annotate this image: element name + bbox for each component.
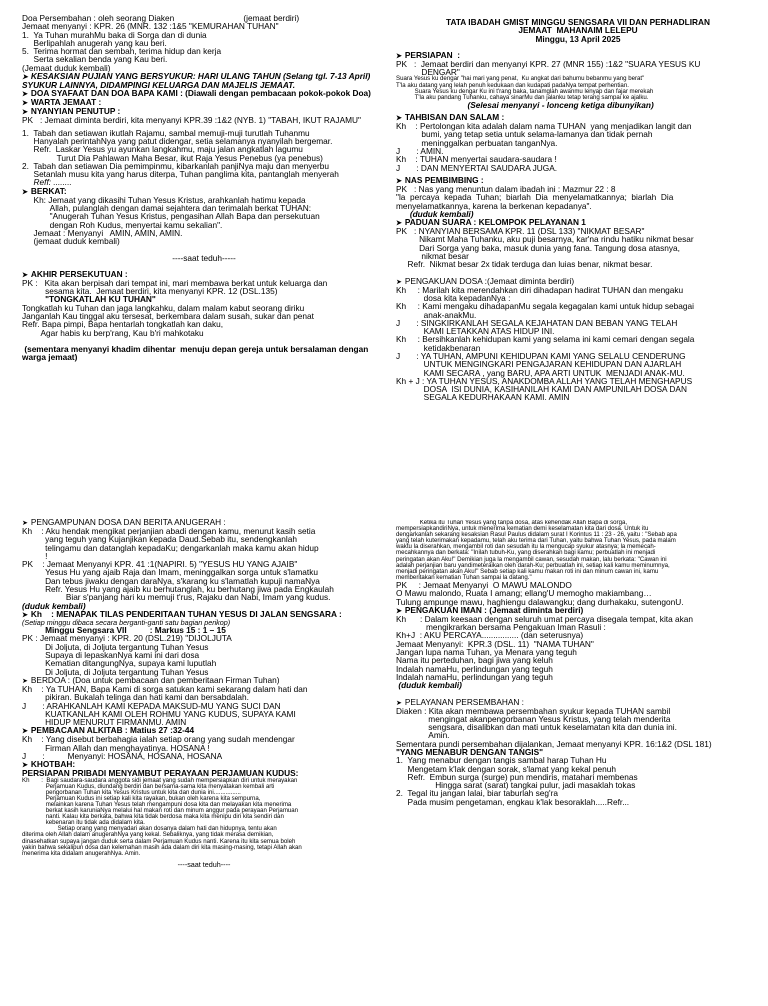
text-line: PK : NYANYIAN BERSAMA KPR. 11 (DSL 133) "NIKMAT BESAR" <box>396 226 645 237</box>
text-line: Suara Yesus ku dengar "hai mari yang penat, Ku angkat dari bahumu bebanmu yang berat" <box>396 75 645 83</box>
text-line: PERSIAPAN PRIBADI MENYAMBUT PERAYAAN PERJAMUAN KUDUS: <box>22 768 299 779</box>
text-line: pengorbanan Tuhan kita Yesus Kristus untuk kita dan dunia ini................ <box>22 788 241 796</box>
text-line: Dari Sorga yang baka, masuk dunia yang fana. Tangung dosa atasnya, <box>396 242 680 253</box>
text-line: sengsara, disalibkan dan mati untuk keselamatan kita dan dunia ini. <box>396 722 677 733</box>
text-line: Minggu Sengsara VII : Markus 15 : 1 – 15 <box>22 625 226 636</box>
text-line: (sementara menyanyi khadim dihentar menuju depan gereja untuk bersalaman dengan warga jemaat) <box>22 343 371 363</box>
text-line: J : AMIN. <box>396 146 444 157</box>
text-line: J : SINGKIRKANLAH SEGALA KEJAHATAN DAN BEBAN YANG TELAH <box>396 317 678 328</box>
text-line: dengarkanlah sekarang kesaksian Rasul Paulus didalam surat I Korintus 11 : 23 - 26, yaitu : "Sebab apa <box>396 531 677 539</box>
text-line: 2. Tabah dan setiawan Dia pemimpinmu, kibarkanlah panjiNya maju dan menyerbu <box>22 160 330 171</box>
text-line: ➤ PENGAKUAN DOSA :(Jemaat diminta berdiri) <box>396 277 760 286</box>
text-line: ➤ PEMBACAAN ALKITAB : Matius 27 :32-44 <box>22 726 386 735</box>
text-line: waktu la diserahkan, mengambil roti dan sesudah itu la mengucap syukur atasnya; la memecah- <box>396 543 656 551</box>
text-line: PK : Jemaat Menyanyi KPR. 41 :1(NAPIRI. 5) "YESUS HU YANG AJAIB" <box>22 559 298 570</box>
text-line: memberitakan kematian Tuhan sampai la datang." <box>396 573 532 581</box>
quadrant-top-left <box>22 14 386 484</box>
text-line: Refr. Bapa pimpi, Bapa hentarlah tongkatlah kan daku, <box>22 319 224 330</box>
text-line: Ketika itu Tuhan Yesus yang tanpa dosa, atas kehendak Allah Bapa di sorga, <box>396 520 628 526</box>
text-line: KAMI LETAKKAN ATAS HIDUP INI. <box>396 326 555 337</box>
text-line: (duduk kembali) <box>396 680 462 691</box>
text-line: "la percaya kepada Tuhan; biarlah Dia menyelamatkannya; biarlah Dia <box>396 192 674 203</box>
text-line: Jemaat : Menyanyi AMIN, AMIN, AMIN. <box>22 227 183 238</box>
text-line: dengan Roh Kudus, menyertai kamu sekalian". <box>22 219 223 230</box>
text-line: diterima oleh Allah dalam anugerahNya yang kekal. Sebaliknya, yang tidak merasa demikian, <box>22 831 274 839</box>
text-line: Hanyalah perintahNya yang patut didengar, setia selamanya nyanyilah bergemar. <box>22 135 333 146</box>
text-line: ➤ NYANYIAN PENUTUP : <box>22 107 386 116</box>
text-line: menyelamatkannya, karena la berkenan kepadanya". <box>396 200 592 211</box>
text-line: T'la aku pandang Tuhanku, cahaya sinarMu dan jalanku tetap terang sampai ke ajalku. <box>396 93 649 101</box>
text-line: ----saat teduh---- <box>177 859 231 869</box>
text-line: Di Joljuta, di Joljuta tergantung Tuhan Yesus <box>22 641 209 652</box>
text-line: Indalah namaHu, perlindungan yang teguh <box>396 671 553 682</box>
text-line: DENGAR" <box>396 67 460 78</box>
text-line: DOSA ISI DUNIA, KASIHANILAH KAMI DAN AMPUNILAH DOSA DAN <box>396 384 687 395</box>
text-line: adalah perjanjian baru yandimeteraikan oleh darah-Ku; perbuatlah ini, setiap kali kamu meminumnya, <box>396 561 670 569</box>
text-line: mempersiapkandiriNya, untuk menerima kematian demi keselamatan kita dari dosa. Untuk itu <box>396 525 649 533</box>
text-line: SEGALA KEDURHAKAAN KAMI. AMIN <box>396 392 570 403</box>
text-line: ➤ PELAYANAN PERSEMBAHAN : <box>396 698 760 707</box>
text-line: ➤ KESAKSIAN PUJIAN YANG BERSYUKUR: HARI ULANG TAHUN (Selang tgl. 7-13 April) SYUKUR LAINNYA, DIDAMPINGI KELUARGA DAN MAJELIS JEMAAT. <box>22 72 386 89</box>
text-line: Kh : TUHAN menyertai saudara-saudara ! <box>396 154 557 165</box>
text-line: Tongkatlah ku Tuhan dan jaga langkahku, dalam malam kabut seorang diriku <box>22 302 305 313</box>
text-line: 1. Ya Tuhan murahMu baka di Sorga dan di dunia <box>22 29 207 40</box>
text-line: Firman Allah dan menghayatinya. HOSANA ! <box>22 742 210 753</box>
text-line: Sementara pundi persembahan dijalankan, Jemaat menyanyi KPR. 16:1&2 (DSL 181) <box>396 738 712 749</box>
text-line: Kematian ditangungNya, supaya kami luputlah <box>22 658 217 669</box>
text-line: Kh+J : AKU PERCAYA................ (dan seterusnya) <box>396 630 584 641</box>
text-line: Diaken : Kita akan membawa persembahan syukur kepada TUHAN sambil <box>396 705 671 716</box>
text-line: berkat kasih karuniaNya melalui hal makan roti dan minum anggur pada perayaan Perjamuan <box>22 807 299 815</box>
text-line: Suara Yesus ku dengar Ku ini t'rang baka, tanamglah awanmu lenyap dan fajar merekah <box>396 87 654 95</box>
text-line: ➤ Kh : MENAPAK TILAS PENDERITAAN TUHAN YESUS DI JALAN SENGSARA : <box>22 610 386 619</box>
text-line: Kh : Pertolongan kita adalah dalam nama TUHAN yang menjadikan langit dan <box>396 121 692 132</box>
text-line: Refr. Nikmat besar 2x tidak terduga dan luias benar, nikmat besar. <box>396 259 653 270</box>
text-line: Kh: Jemaat yang dikasihi Tuhan Yesus Kristus, arahkanlah hatimu kepada <box>22 194 306 205</box>
text-line: mengikrarkan bersama Pengakuan Iman Rasuli : <box>396 622 606 633</box>
text-line: nanti. Kalau kita berkata, bahwa kita tidak berdosa maka kita menipu diri kita sendiri dan <box>22 813 284 821</box>
text-line: ➤ PADUAN SUARA : KELOMPOK PELAYANAN 1 <box>396 218 760 227</box>
text-line: J : DAN MENYERTAI SAUDARA JUGA. <box>396 162 558 173</box>
text-line: PK : Nas yang menuntun dalam ibadah ini : Mazmur 22 : 8 <box>396 183 616 194</box>
text-line: bumi, yang tetap setia untuk selama-lamanya dan tidak pernah <box>396 129 653 140</box>
text-line: Mengetam k'lak dengan sorak, s'lamat yang kekal penuh <box>396 763 616 774</box>
text-line: "TONGKATLAH KU TUHAN" <box>22 294 156 305</box>
text-line: telingamu dan datanglah kepadaKu; dengarkanlah maka kamu akan hidup <box>22 542 319 553</box>
text-line: yakin bahwa sekalipun dosa dan kelemahan masih ada dalam diri kita masing-masing, tetapi Allah akan <box>22 843 302 851</box>
text-line: Refr. Laskar Yesus yu ayunkan langkahmu, maju jalan angkatlah lagumu <box>22 144 303 155</box>
text-line: (Setiap minggu dibaca secara berganti-ganti satu bagian perikop) <box>22 617 231 627</box>
text-line: melainkan karena Tuhan Yesus telah mengampuni dosa kita dan melayakan kita menerima <box>22 801 292 808</box>
text-line: Indalah namaHu, perlindungan yang teguh <box>396 663 553 674</box>
text-line: ➤ TAHBISAN DAN SALAM : <box>396 113 760 122</box>
text-line: peringatan akan Aku!" Demikian juga la mengambil cawan, sesudah makan, lalu berkata: "Cawan ini <box>396 555 667 563</box>
text-line: Reff: ........ <box>22 177 72 188</box>
text-line: yang telah kuterimakan kepadamu, telah aku terima dari Tuhan, yaitu bahwa Tuhan Yesus, pada malam <box>396 537 676 545</box>
text-line: sesama kita. Jemaat berdiri, kita menyanyi KPR. 12 (DSL.135) <box>22 286 278 297</box>
text-line: PK : Jemaat Menyanyi O MAWU MALONDO <box>396 579 572 590</box>
text-line: ➤ AKHIR PERSEKUTUAN : <box>22 270 386 279</box>
text-line: (duduk kembali) <box>396 208 474 219</box>
text-line: Allah, pulanglah dengan damai sejahtera dan terimalah berkat TUHAN: <box>22 203 312 214</box>
text-line: Di Joljuta, di Joljuta tergantung Tuhan Yesus <box>22 666 209 677</box>
text-line: ➤ BERKAT: <box>22 187 386 196</box>
text-line: dosa kita kepadanNya : <box>396 292 511 303</box>
text-line: ➤ BERDOA : (Doa untuk pembacaan dan pemberitaan Firman Tuhan) <box>22 676 386 685</box>
text-line: ➤ PENGAMPUNAN DOSA DAN BERITA ANUGERAH : <box>22 518 386 527</box>
text-line: PK : Jemaat berdiri dan menyanyi KPR. 27 (MNR 155) :1&2 "SUARA YESUS KU <box>396 58 701 69</box>
text-line: Setanlah musu kita yang harus diterpa, Tuhan panglima kita, pantanglah menyerah <box>22 169 339 180</box>
text-line: menerima kita didalam anugerahNya. Amin. <box>22 849 141 857</box>
text-line: Agar habis ku berp'rang, Kau b'ri mahkotaku <box>22 327 204 338</box>
text-line: Jangan lupa nama Tuhan, ya Menara yang teguh <box>396 647 577 658</box>
text-line: O Mawu malondo, Ruata I amang; ellang'U memogho makiambang… <box>396 588 652 599</box>
text-line: (jemaat duduk kembali) <box>22 236 120 247</box>
text-line: dinasehatkan supaya jangan duduk serta dalam Perjamuan Kudus nanti. Karena itu kita semua boleh <box>22 837 296 845</box>
text-line: Kh + J : YA TUHAN YESUS, ANAKDOMBA ALLAH YANG TELAH MENGHAPUS <box>396 375 693 386</box>
text-line: ----saat teduh----- <box>172 252 236 263</box>
text-line: ➤ PERSIAPAN : <box>396 51 760 60</box>
text-line: anak-anakMu. <box>396 309 477 320</box>
text-line: ➤ NAS PEMBIMBING : <box>396 176 760 185</box>
text-line: Supaya di lepaskanNya kami ini dari dosa <box>22 650 200 661</box>
text-line: J : Menyanyi: HOSANA, HOSANA, HOSANA <box>22 751 223 762</box>
quadrant-bottom-left <box>22 518 386 1000</box>
text-line: HIDUP MENURUT FIRMANMU. AMIN <box>22 717 187 728</box>
text-line: TATA IBADAH GMIST MINGGU SENGSARA VII DAN PERHADLIRAN <box>446 18 710 27</box>
quadrant-top-right <box>396 18 760 486</box>
text-line: Doa Persembahan : oleh seorang Diaken (jemaat berdiri) <box>22 14 300 23</box>
text-line: ! <box>22 550 48 561</box>
text-line: PK : Jemaat diminta berdiri, kita menyanyi KPR.39 :1&2 (NYB. 1) "TABAH, IKUT RAJAMU" <box>22 115 361 126</box>
text-line: Turut Dia Pahlawan Maha Besar, ikut Raja Yesus Penebus (ya penebus) <box>22 152 323 163</box>
text-line: KUATKANLAH KAMI OLEH ROHMU YANG KUDUS, SUPAYA KAMI <box>22 708 296 719</box>
text-line: Refr. Yesus Hu yang ajaib ku berhutanglah, ku berhutang jiwa pada Engkaulah <box>22 584 334 595</box>
text-line: Kh : Kami mengaku dihadapanMu segala kegagalan kami untuk hidup sebagai <box>396 301 694 312</box>
text-line: pikiran. Bukalah telinga dan hati kami dan bersabdalah. <box>22 692 249 703</box>
text-line: "YANG MENABUR DENGAN TANGIS" <box>396 746 544 757</box>
text-line: meninggalkan perbuatan tanganNya. <box>396 137 558 148</box>
text-line: Dan tebus jiwaku dengan daraNya, s'karang ku s'lamatlah kupuji namaNya <box>22 575 320 586</box>
text-line: UNTUK MENGINGKARI PENGAJARAN KEHIDUPAN DAN AJARLAH <box>396 359 682 370</box>
text-line: Minggu, 13 April 2025 <box>535 33 621 44</box>
text-line: Tulung ampunge mawu, haghiengu dalawangku; dang durhakaku, sutengonU. <box>396 596 684 607</box>
text-line: 1. Yang menabur dengan tangis sambal harap Tuhan Hu <box>396 755 607 766</box>
text-line: yang teguh yang Kujanjikan kepada Daud.Sebab itu, sendengkanlah <box>22 534 297 545</box>
text-line: J : YA TUHAN, AMPUNI KEHIDUPAN KAMI YANG SELALU CENDERUNG <box>396 350 686 361</box>
text-line: menjadi peringatan akan Aku!" Sebab setiap kali kamu makan roti ini dan minum cawan ini, kamu <box>396 567 659 575</box>
text-line: kebenaran itu tidak ada didalam kita. <box>22 819 145 827</box>
text-line: "Anugerah Tuhan Yesus Kristus, pengasihan Allah Bapa dan persekutuan <box>22 211 320 222</box>
text-line: Kh : Bersihkanlah kehidupan kami yang selama ini kami cemari dengan segala <box>396 334 695 345</box>
text-line: Jemaat Menyanyi: KPR.3 (DSL. 11) "NAMA TUHAN" <box>396 638 594 649</box>
text-line: Amin. <box>396 730 450 741</box>
text-line: Biar s'panjang hari ku memuji t'rus, Rajaku dan Nabi, Imam yang kudus. <box>22 592 331 603</box>
text-line: Refr. Embun surga (surge) pun mendiris, matahari membenas <box>396 771 638 782</box>
text-line: Perjamuan Kudus ini setiap kali kita rayakan, bukan oleh karena kita sempurna, <box>22 794 261 802</box>
text-line: KAMI SECARA , yang BARU, APA ARTI UNTUK MENJADI ANAK-MU. <box>396 367 685 378</box>
text-line: Nama itu perteduhan, bagi jiwa yang keluh <box>396 655 553 666</box>
text-line: Hingga sarat (sarat) tangkai pulur, jadi masaklah tokas <box>396 780 636 791</box>
text-line: (Selesai menyanyi - lonceng ketiga dibunyikan) <box>396 99 654 110</box>
text-line: mengingat akanpengorbanan Yesus Kristus, yang telah menderita <box>396 713 671 724</box>
text-line: ➤ PENGAKUAN IMAN : (Jemaat diminta berdiri) <box>396 606 760 615</box>
text-line: ketidakbenaran <box>396 342 481 353</box>
text-line: mecahkannya dan berkata: "Inilah tubuh-Ku, yang diserahkan bagi kamu; perbuatlah ini menjadi <box>396 549 656 557</box>
text-line: Kh : Marilah kita merendahkan diri dihadapan hadirat TUHAN dan mengaku <box>396 284 684 295</box>
text-line: T'la aku datang yang lelah penuh kedukaan dan kudapati padaNya tempat perhentian. <box>396 81 629 89</box>
text-line: JEMAAT MAHANAIM LELEPU <box>518 25 638 36</box>
quadrant-bottom-right <box>396 520 760 1000</box>
text-line: ➤ WARTA JEMAAT : <box>22 98 386 107</box>
text-line: Jemaat menyanyi : KPR. 26 (MNR. 132 :1&5 "KEMURAHAN TUHAN" <box>22 21 279 32</box>
text-line: Nikamt Maha Tuhanku, aku puji besarnya, kar'na rindu hatiku nikmat besar <box>396 234 694 245</box>
text-line: nikmat besar <box>396 251 469 262</box>
text-line: 5. Terima hormat dan sembah, terima hidup dan kerja <box>22 46 222 57</box>
text-line: PK : Jemaat menyanyi : KPR. 20 (DSL.219) "DIJOLJUTA <box>22 633 232 644</box>
text-line: Perjamuan Kudus, diundang berdiri dan bersama-sama kita menyatakan kembali arti <box>22 782 275 790</box>
text-line: Serta sekalian benda yang Kau beri. <box>22 54 168 65</box>
text-line: Setiap orang yang menyadari akan dosanya dalam hati dan hidupnya, tentu akan <box>22 825 277 833</box>
text-line: J : ARAHKANLAH KAMI KEPADA MAKSUD-MU YANG SUCI DAN <box>22 700 281 711</box>
text-line: Pada musim pengetaman, engkau k'lak besoraklah.....Refr... <box>396 796 630 807</box>
text-line: ➤ KHOTBAH: <box>22 760 386 769</box>
text-line: Yesus Hu yang ajaib Raja dan Imam, meninggalkan sorga untuk s'lamatku <box>22 567 318 578</box>
text-line: Kh : Yang disebut berbahagia ialah setiap orang yang sudah mendengar <box>22 734 295 745</box>
text-line: Kh : Dalam keesaan dengan seluruh umat percaya disegala tempat, kita akan <box>396 613 694 624</box>
text-line: (Jemaat duduk kembali) <box>22 62 111 73</box>
text-line: 1. Tabah dan setiawan ikutlah Rajamu, sambal memuji-muji turutlah Tuhanmu <box>22 127 310 138</box>
text-line: Berlipahlah anugerah yang kau beri. <box>22 37 167 48</box>
text-line: ➤ DOA SYAFAAT DAN DOA BAPA KAMI : (Diawali dengan pembacaan pokok-pokok Doa) <box>22 89 386 98</box>
text-line: 2. Tegal itu jangan lalai, biar taburlah seg'ra <box>396 788 558 799</box>
text-line: Janganlah Kau tinggal aku tersesat, berkembara dalam susah, sukar dan penat <box>22 311 314 322</box>
text-line: Kh : Ya TUHAN, Bapa Kami di sorga satukan kami sekarang dalam hati dan <box>22 683 308 694</box>
text-line: Kh : Bagi saudara-saudara anggota sidi jemaat yang sudah mempersiapkan diri untuk merayakan <box>22 776 298 784</box>
text-line: (duduk kembali) <box>22 600 86 611</box>
text-line: Kh : Aku hendak mengikat perjanjian abadi dengan kamu, menurut kasih setia <box>22 526 316 536</box>
text-line: PK : Kita akan berpisah dari tempat ini, mari membawa berkat untuk keluarga dan <box>22 277 328 288</box>
